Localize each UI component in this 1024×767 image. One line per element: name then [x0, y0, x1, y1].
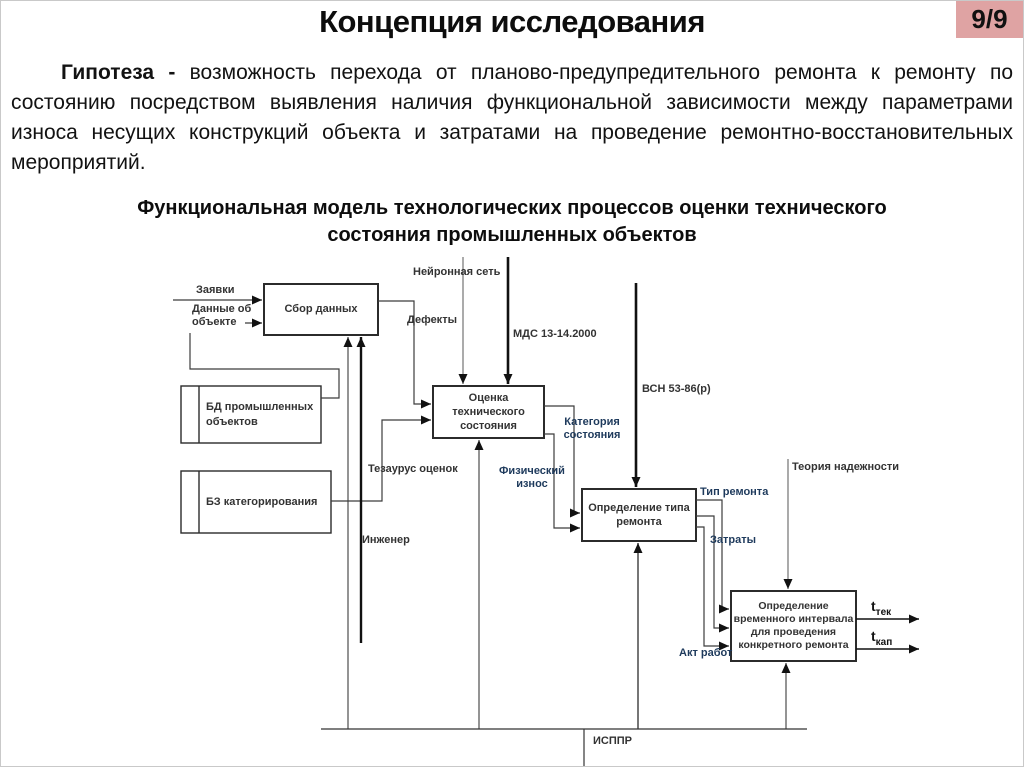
label-kategoria-sostoyaniya: Категория состояния: [563, 416, 621, 441]
label-fizicheskiy-iznos: Физический износ: [499, 465, 565, 490]
diagram-heading-line1: Функциональная модель технологических процессов оценки технического: [137, 197, 887, 219]
hypothesis-body: возможность перехода от планово-предупредительного ремонта к ремонту по состоянию посредством выявления наличия функциональной зависимости между параметрами износа несущих конструкций объекта и затратами на проведение ремонтно-восстановительных мероприятий.: [11, 61, 1013, 174]
box-label-sbor: Сбор данных: [284, 303, 358, 316]
connector-zatraty: [696, 516, 729, 628]
functional-model-diagram: [1, 251, 1024, 767]
label-dannye-ob-obekte: Данные об объекте: [192, 303, 252, 328]
t-tek-base: t: [871, 598, 876, 614]
t-tek-sub: тек: [875, 606, 892, 618]
label-zayavki: Заявки: [196, 284, 235, 296]
label-mds: МДС 13-14.2000: [513, 328, 597, 340]
label-zatraty: Затраты: [710, 534, 757, 546]
label-akt-rabot: Акт работ: [679, 647, 733, 659]
hypothesis-lead: Гипотеза -: [61, 61, 190, 84]
hypothesis-paragraph: [11, 58, 1013, 178]
label-teoriya-nadezhnosti: Теория надежности: [792, 461, 899, 473]
diagram-heading: [1, 195, 1023, 249]
page-number-badge: 9/9: [956, 1, 1023, 38]
label-tezaurus-ocenok: Тезаурус оценок: [368, 463, 458, 475]
page-title: Концепция исследования: [319, 4, 705, 39]
box-label-bz: БЗ категорирования: [206, 495, 318, 508]
label-tip-remonta: Тип ремонта: [700, 486, 769, 498]
box-label-bd: БД промышленных объектов: [206, 401, 314, 428]
t-kap-base: t: [871, 628, 876, 644]
diagram-heading-line2: состояния промышленных объектов: [327, 224, 697, 246]
label-defekty: Дефекты: [407, 314, 457, 326]
label-vsn: ВСН 53-86(р): [642, 383, 711, 395]
connector-tezaurus: [331, 420, 431, 501]
label-t-tek: [871, 598, 891, 619]
box-label-interval: Определение временного интервала для проведения конкретного ремонта: [733, 599, 854, 652]
label-inzhener: Инженер: [362, 534, 410, 546]
label-t-kap: [871, 628, 892, 649]
label-isppr: ИСППР: [593, 735, 632, 747]
box-label-ocenka: Оценка технического состояния: [452, 391, 525, 433]
t-kap-sub: кап: [875, 636, 893, 648]
box-label-tip: Определение типа ремонта: [588, 501, 690, 528]
label-neyronnaya-set: Нейронная сеть: [413, 266, 501, 278]
